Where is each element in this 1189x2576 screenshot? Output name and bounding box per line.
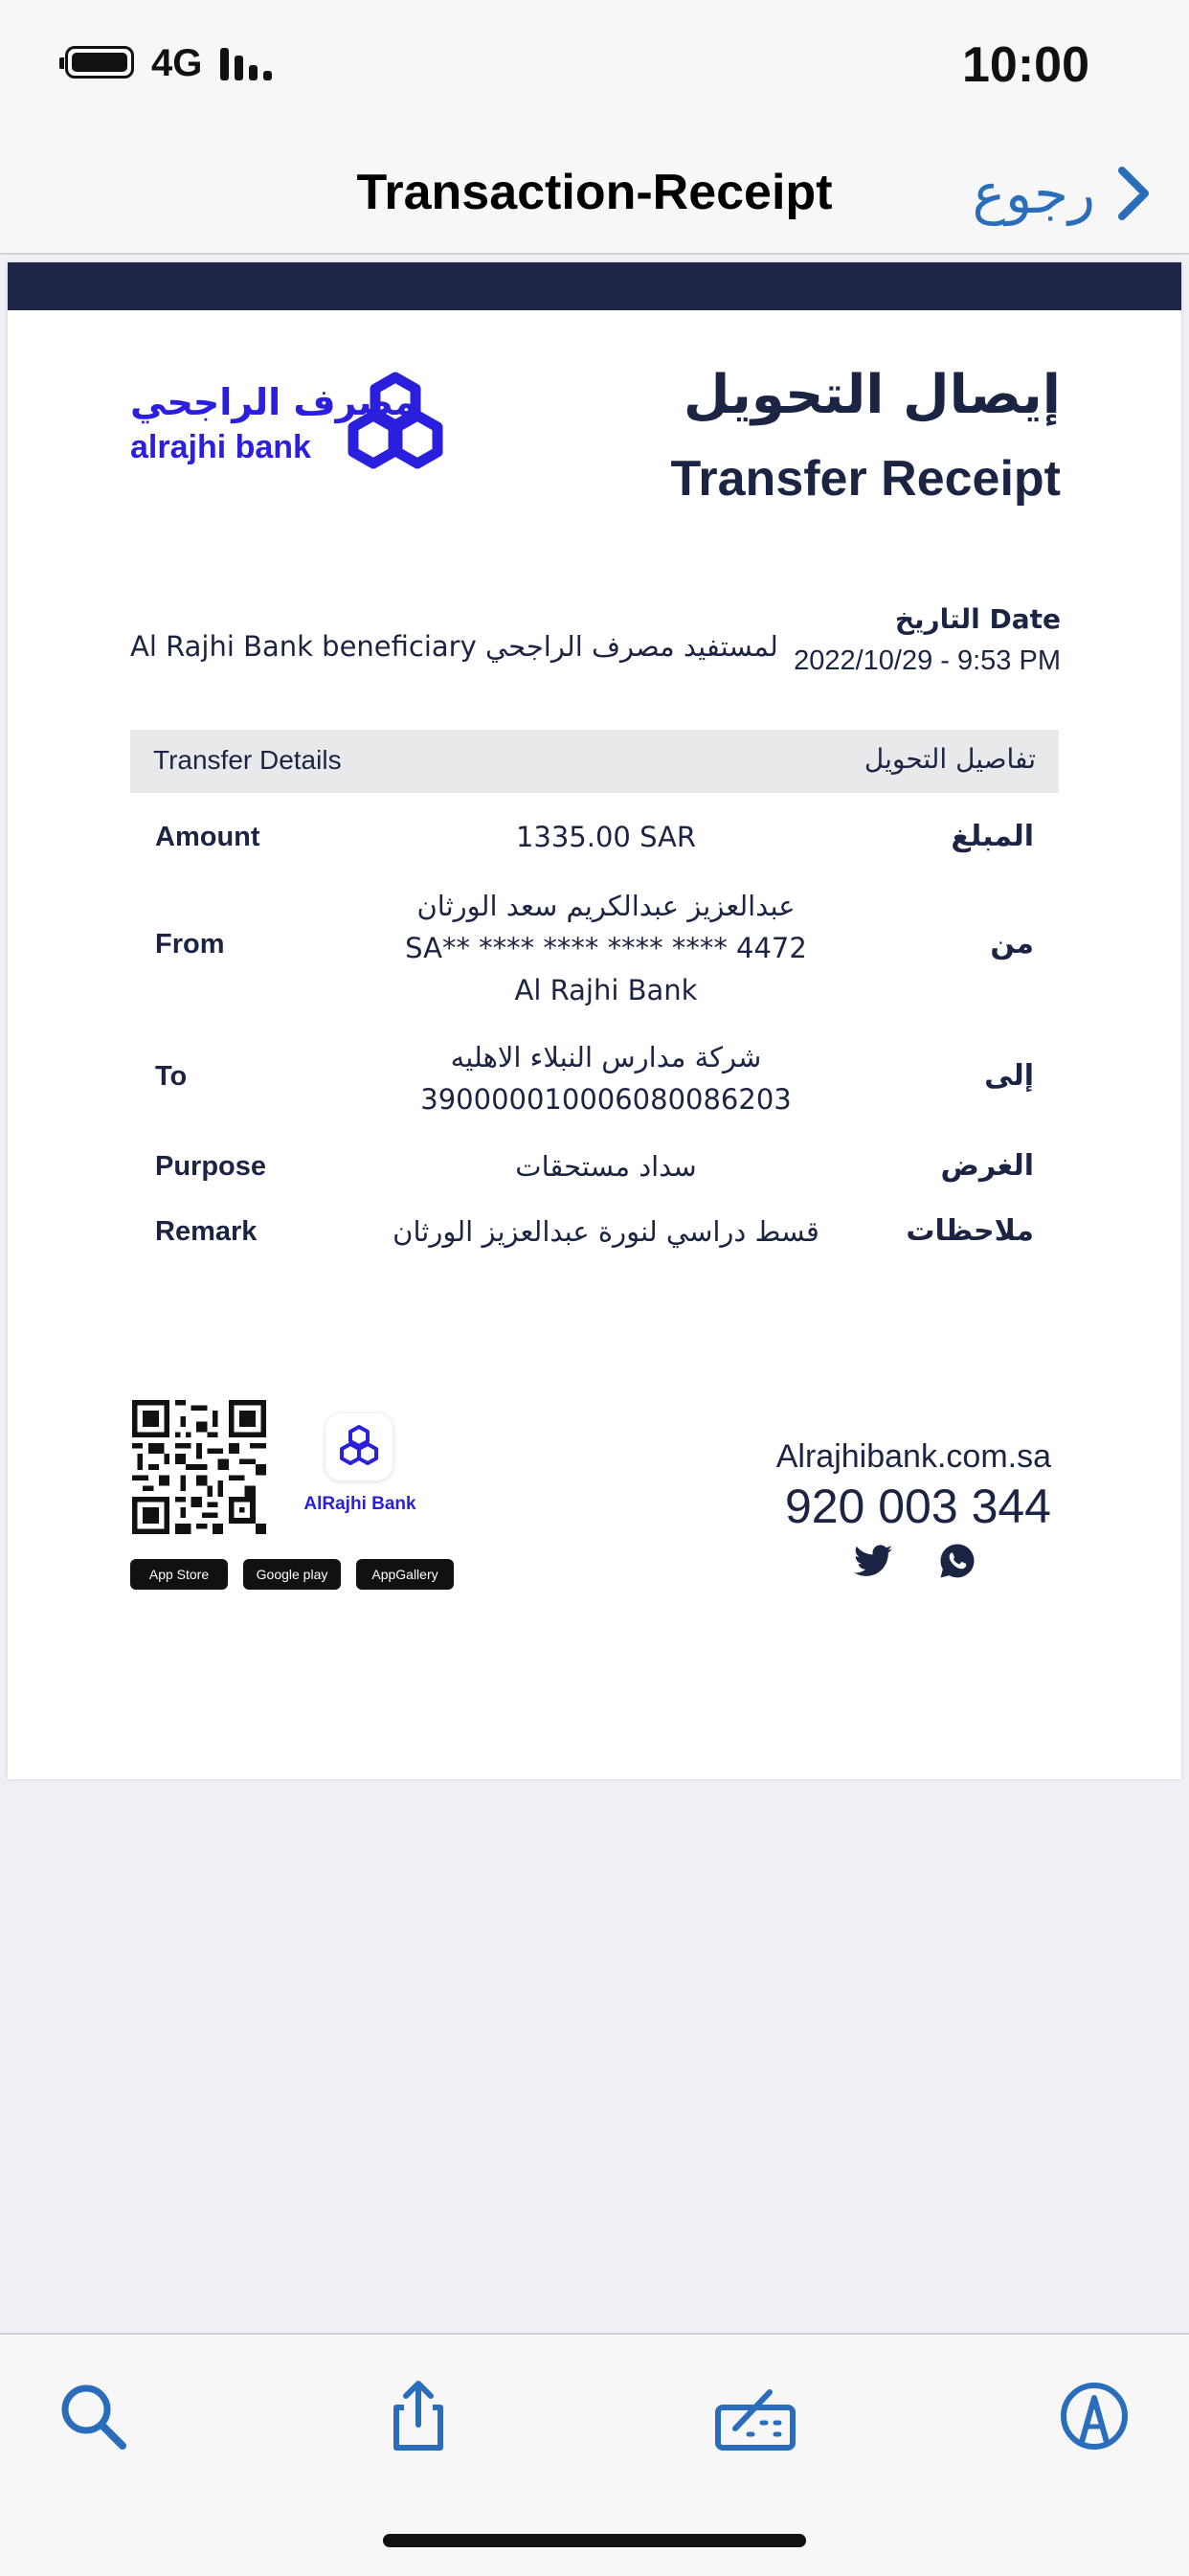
navigation-bar [0,134,1189,255]
twitter-icon [854,1544,892,1578]
transfer-details-header [130,730,1059,793]
amount-label-arabic: المبلغ [951,820,1034,853]
pen-icon[interactable] [1057,2379,1132,2453]
date-label: التاريخ Date [894,603,1061,635]
date-value: 2022/10/29 - 9:53 PM [794,645,1061,676]
amount-label: Amount [155,822,260,852]
qr-code [132,1400,266,1534]
receipt-title-english: Transfer Receipt [670,451,1061,507]
clock: 10:00 [962,37,1089,93]
alrajhi-logo-icon [335,370,456,490]
to-label-arabic: إلى [984,1059,1034,1093]
network-type: 4G [151,42,203,84]
bank-phone: 920 003 344 [784,1480,1051,1533]
details-header-english: Transfer Details [153,745,342,775]
bank-website: Alrajhibank.com.sa [775,1438,1051,1475]
battery-icon [65,46,134,79]
chevron-right-icon [1116,165,1151,222]
receipt-header-band [8,262,1181,310]
purpose-value: سداد مستحقات [515,1150,697,1183]
receipt-card [8,262,1181,1779]
app-icon [325,1413,393,1480]
receipt-title-arabic: إيصال التحويل [683,364,1061,426]
app-store-badge: App Store [130,1559,228,1590]
markup-icon[interactable] [714,2379,796,2453]
back-button[interactable] [973,157,1151,230]
bank-logo [130,370,465,504]
from-name: عبدالعزيز عبدالكريم سعد الورثان [416,890,796,922]
from-label: From [155,929,225,960]
remark-value: قسط دراسي لنورة عبدالعزيز الورثان [393,1215,819,1248]
app-name: AlRajhi Bank [303,1494,416,1514]
amount-value: 1335.00 SAR [515,821,697,853]
purpose-label-arabic: الغرض [940,1149,1034,1183]
purpose-label: Purpose [155,1151,267,1182]
alrajhi-app-logo-icon [325,1413,393,1480]
logo-text-english: alrajhi bank [130,429,311,465]
status-bar [0,0,1189,134]
logo-text-arabic: مصرف الراجحي [130,381,417,423]
home-indicator[interactable] [383,2534,806,2547]
page-title: Transaction-Receipt [356,165,833,220]
to-account: 390000010006080086203 [420,1083,792,1116]
beneficiary-type: Al Rajhi Bank beneficiary لمستفيد مصرف الراجحي [130,630,778,663]
to-name: شركة مدارس النبلاء الاهليه [450,1041,762,1073]
from-account: SA** **** **** **** **** 4472 [405,932,807,964]
from-bank: Al Rajhi Bank [514,974,698,1006]
appgallery-badge: AppGallery [356,1559,454,1590]
google-play-badge: Google play [243,1559,341,1590]
whatsapp-icon [938,1542,976,1580]
back-label: رجوع [972,161,1095,226]
to-label: To [155,1061,188,1092]
details-header-arabic: تفاصيل التحويل [864,743,1036,775]
search-icon[interactable] [56,2379,130,2453]
remark-label: Remark [155,1216,258,1247]
signal-strength-icon [220,46,278,82]
remark-label-arabic: ملاحظات [906,1214,1034,1248]
from-label-arabic: من [990,927,1034,960]
share-icon[interactable] [381,2379,456,2453]
